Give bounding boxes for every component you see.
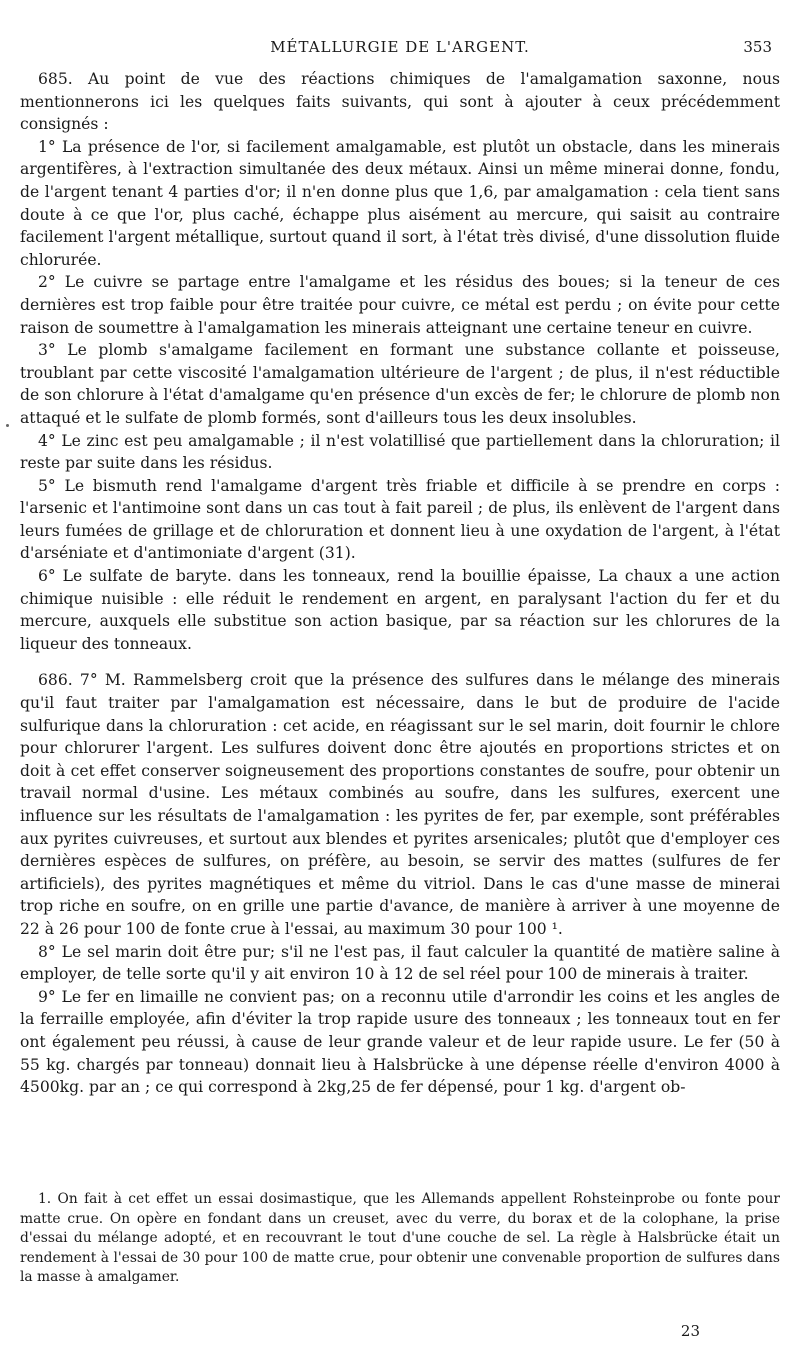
paragraph-item-2: 2° Le cuivre se partage entre l'amalgame et les résidus des boues; si la teneur de ces dernières est trop faible pour être traitée pour cuivre, ce métal est perdu ; on évite pour cette raison de soumettre à l'amalgamation les minerais atteignant une certaine teneur en cuivre.	[20, 273, 780, 337]
paragraph-item-3: 3° Le plomb s'amalgame facilement en formant une substance collante et poisseuse, troublant par cette viscosité l'amalgamation ultérieure de l'argent ; de plus, il n'est réductible de son chlorure à l'état d'amalgame qu'en présence d'un excès de fer; le chlorure de plomb non attaqué et le sulfate de plomb formés, sont d'ailleurs tous les deux insolubles.	[20, 341, 780, 427]
paragraph-item-6: 6° Le sulfate de baryte. dans les tonneaux, rend la bouillie épaisse, La chaux a une action chimique nuisible : elle réduit le rendement en argent, en paralysant l'action du fer et du mercure, auxquels elle substitue son action basique, par sa réaction sur les chlorures de la liqueur des tonneaux.	[20, 567, 780, 653]
paragraph-685: 685. Au point de vue des réactions chimiques de l'amalgamation saxonne, nous mentionnerons ici les quelques faits suivants, qui sont à ajouter à ceux précédemment consignés :	[20, 70, 780, 134]
body-text	[20, 68, 780, 1099]
running-title: MÉTALLURGIE DE L'ARGENT.	[270, 38, 530, 56]
footnotes	[20, 1190, 780, 1288]
margin-mark	[6, 424, 9, 427]
footnote-1: 1. On fait à cet effet un essai dosimastique, que les Allemands appellent Rohsteinprobe ou fonte pour matte crue. On opère en fondant dans un creuset, avec du verre, du borax et de la colophane, la prise d'essai du mélange adopté, et en recouvrant le tout d'une couche de sel. La règle à Halsbrücke était un rendement à l'essai de 30 pour 100 de matte crue, pour obtenir une convenable proportion de sulfures dans la masse à amalgamer.	[20, 1191, 780, 1285]
paragraph-item-5: 5° Le bismuth rend l'amalgame d'argent très friable et difficile à se prendre en corps : l'arsenic et l'antimoine sont dans un cas tout à fait pareil ; de plus, ils enlèvent de l'argent dans leurs fumées de grillage et de chloruration et donnent lieu à une oxydation de l'argent, à l'état d'arséniate et d'antimoniate d'argent (31).	[20, 476, 780, 563]
paragraph-item-8: 8° Le sel marin doit être pur; s'il ne l'est pas, il faut calculer la quantité de matière saline à employer, de telle sorte qu'il y ait environ 10 à 12 de sel réel pour 100 de minerais à traiter.	[20, 942, 780, 984]
paragraph-item-1: 1° La présence de l'or, si facilement amalgamable, est plutôt un obstacle, dans les minerais argentifères, à l'extraction simultanée des deux métaux. Ainsi un même minerai donne, fondu, de l'argent tenant 4 parties d'or; il n'en donne plus que 1,6, par amalgamation : cela tient sans doute à ce que l'or, plus caché, échappe plus aisément au mercure, qui saisit au contraire facilement l'argent métallique, surtout quand il sort, à l'état très divisé, d'une dissolution fluide chlorurée.	[20, 137, 780, 269]
paragraph-item-9: 9° Le fer en limaille ne convient pas; on a reconnu utile d'arrondir les coins et les angles de la ferraille employée, afin d'éviter la trop rapide usure des tonneaux ; les tonneaux tout en fer ont également peu réussi, à cause de leur grande valeur et de leur rapide usure. Le fer (50 à 55 kg. chargés par tonneau) donnait lieu à Halsbrücke à une dépense réelle d'environ 4000 à 4500kg. par an ; ce qui correspond à 2kg,25 de fer dépensé, pour 1 kg. d'argent ob-	[20, 987, 780, 1097]
page-header	[20, 38, 780, 62]
paragraph-item-4: 4° Le zinc est peu amalgamable ; il n'est volatillisé que partiellement dans la chloruration; il reste par suite dans les résidus.	[20, 431, 780, 473]
signature-mark: 23	[680, 1322, 700, 1340]
paragraph-686: 686. 7° M. Rammelsberg croit que la présence des sulfures dans le mélange des minerais qu'il faut traiter par l'amalgamation est nécessaire, dans le but de produire de l'acide sulfurique dans la chloruration : cet acide, en réagissant sur le sel marin, doit fournir le chlore pour chlorurer l'argent. Les sulfures doivent donc être ajoutés en proportions strictes et on doit à cet effet conserver soigneusement des proportions constantes de soufre, pour obtenir un travail normal d'usine. Les métaux combinés au soufre, dans les sulfures, exercent une influence sur les résultats de l'amalgamation : les pyrites de fer, par exemple, sont préférables aux pyrites cuivreuses, et surtout aux blendes et pyrites arsenicales; plutôt que d'employer ces dernières espèces de sulfures, on préfère, au besoin, se servir des mattes (sulfures de fer artificiels), des pyrites magnétiques et même du vitriol. Dans le cas d'une masse de minerai trop riche en soufre, on en grille une partie d'avance, de manière à arriver à une moyenne de 22 à 26 pour 100 de fonte crue à l'essai, au maximum 30 pour 100 ¹.	[20, 671, 780, 938]
page-number: 353	[743, 38, 772, 56]
